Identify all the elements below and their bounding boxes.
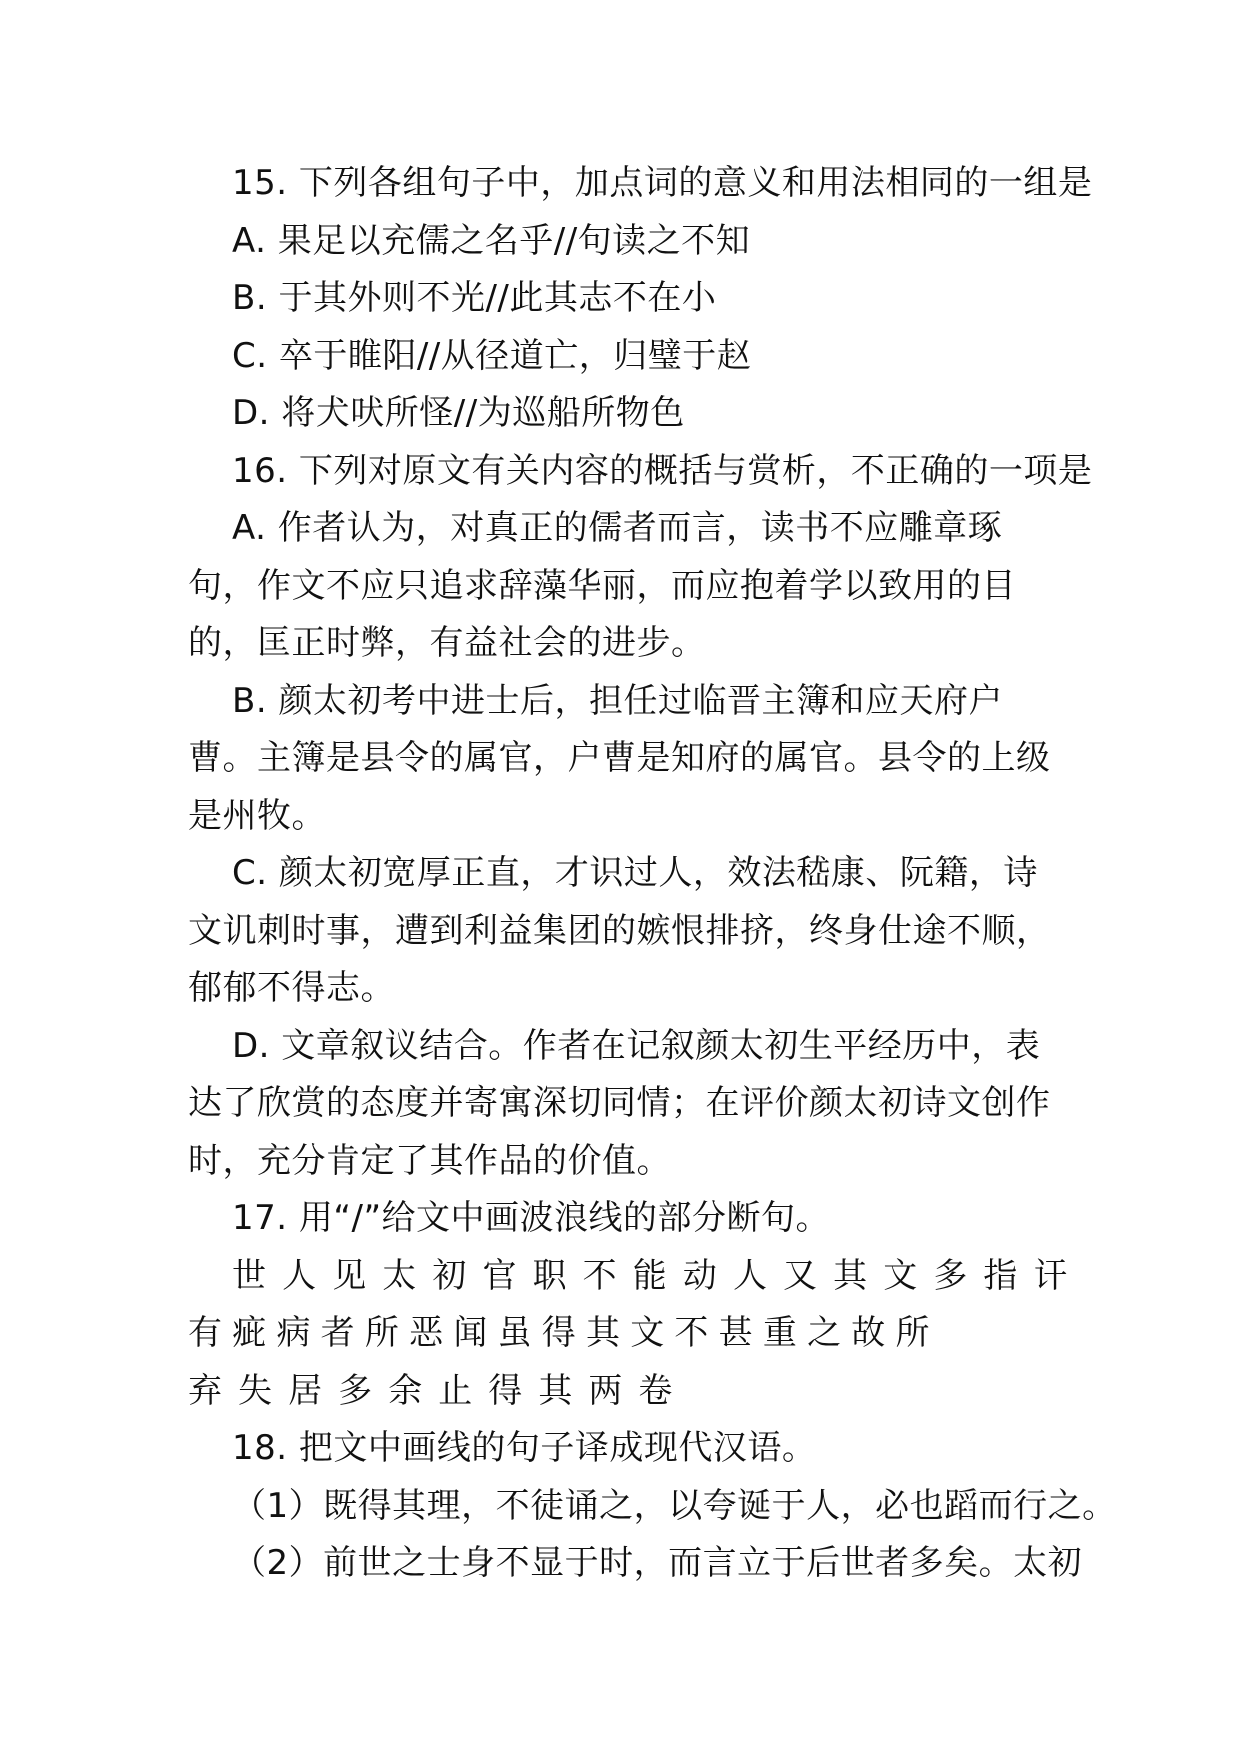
q15-stem: 15. 下列各组句子中，加点词的意义和用法相同的一组是 bbox=[232, 163, 1093, 203]
passage-char: 多 bbox=[338, 1370, 373, 1411]
passage-char: 恶 bbox=[409, 1313, 444, 1353]
passage-char: 其 bbox=[585, 1313, 621, 1353]
passage-char: 职 bbox=[532, 1255, 568, 1296]
passage-char: 世 bbox=[232, 1255, 267, 1296]
exam-content bbox=[188, 155, 1117, 1593]
passage-char: 太 bbox=[382, 1255, 417, 1296]
passage-char: 甚 bbox=[718, 1313, 754, 1353]
passage-char: 又 bbox=[783, 1255, 818, 1296]
passage-char: 多 bbox=[933, 1255, 968, 1296]
passage-char: 所 bbox=[364, 1313, 400, 1353]
passage-char: 故 bbox=[851, 1313, 886, 1353]
q16-stem: 16. 下列对原文有关内容的概括与赏析，不正确的一项是 bbox=[232, 450, 1093, 491]
passage-char: 病 bbox=[276, 1313, 311, 1353]
passage-char: 者 bbox=[320, 1313, 356, 1353]
passage-char: 初 bbox=[432, 1255, 467, 1296]
passage-char: 得 bbox=[541, 1313, 577, 1353]
passage-char: 官 bbox=[482, 1255, 517, 1296]
passage-char: 失 bbox=[238, 1370, 273, 1411]
passage-char: 所 bbox=[895, 1313, 930, 1353]
passage-char: 闻 bbox=[453, 1313, 488, 1353]
passage-char: 虽 bbox=[497, 1313, 533, 1353]
passage-char: 讦 bbox=[1033, 1255, 1068, 1296]
q16-option-a: A. 作者认为，对真正的儒者而言，读书不应雕章琢句，作文不应只追求辞藻华丽，而应抱着学以致用的目的，匡正时弊，有益社会的进步。 bbox=[188, 508, 1016, 663]
q16-option-d: D. 文章叙议结合。作者在记叙颜太初生平经历中，表达了欣赏的态度并寄寓深切同情；在评价颜太初诗文创作时，充分肯定了其作品的价值。 bbox=[188, 1025, 1051, 1181]
passage-char: 指 bbox=[983, 1255, 1018, 1296]
passage-char: 之 bbox=[807, 1313, 842, 1353]
passage-char: 不 bbox=[674, 1313, 709, 1353]
passage-char: 能 bbox=[632, 1255, 668, 1296]
q18-item-1: （1）既得其理，不徒诵之，以夸诞于人，必也蹈而行之。 bbox=[232, 1485, 1117, 1526]
passage-char: 止 bbox=[438, 1370, 473, 1411]
q16-option-c: C. 颜太初宽厚正直，才识过人，效法嵇康、阮籍，诗文讥刺时事，遭到利益集团的嫉恨排挤，终身仕途不顺，郁郁不得志。 bbox=[188, 853, 1051, 1008]
passage-char: 疵 bbox=[232, 1313, 267, 1353]
passage-char: 余 bbox=[388, 1370, 423, 1411]
passage-char: 其 bbox=[833, 1255, 868, 1296]
passage-char: 动 bbox=[682, 1255, 718, 1296]
q17-passage-row-3 bbox=[188, 1363, 673, 1421]
passage-char: 居 bbox=[288, 1370, 323, 1411]
passage-char: 文 bbox=[630, 1313, 665, 1353]
q18-item-2: （2）前世之士身不显于时，而言立于后世者多矣。太初 bbox=[232, 1543, 1083, 1583]
passage-char: 卷 bbox=[638, 1370, 673, 1411]
q18-stem: 18. 把文中画线的句子译成现代汉语。 bbox=[232, 1428, 817, 1468]
passage-char: 不 bbox=[582, 1255, 618, 1296]
passage-char: 其 bbox=[538, 1370, 573, 1411]
passage-char: 重 bbox=[762, 1313, 798, 1353]
q16-option-b: B. 颜太初考中进士后，担任过临晋主簿和应天府户曹。主簿是县令的属官，户曹是知府的属官。县令的上级是州牧。 bbox=[188, 680, 1051, 836]
q17-stem: 17. 用“/”给文中画波浪线的部分断句。 bbox=[232, 1198, 831, 1238]
passage-char: 文 bbox=[883, 1255, 918, 1296]
passage-char: 人 bbox=[732, 1255, 768, 1296]
q17-passage-row-1 bbox=[188, 1248, 1068, 1306]
q15-option-a: A. 果足以充儒之名乎//句读之不知 bbox=[232, 220, 751, 261]
passage-char: 弃 bbox=[188, 1370, 223, 1411]
q17-passage-row-2 bbox=[188, 1305, 930, 1363]
q15-option-c: C. 卒于睢阳//从径道亡，归璧于赵 bbox=[232, 335, 752, 376]
q15-option-b: B. 于其外则不光//此其志不在小 bbox=[232, 278, 717, 318]
q15-option-d: D. 将犬吠所怪//为巡船所物色 bbox=[232, 393, 685, 433]
passage-char: 见 bbox=[332, 1255, 367, 1296]
passage-char: 有 bbox=[188, 1313, 223, 1353]
passage-char: 人 bbox=[282, 1255, 317, 1296]
passage-char: 得 bbox=[488, 1370, 523, 1411]
passage-char: 两 bbox=[588, 1370, 623, 1411]
